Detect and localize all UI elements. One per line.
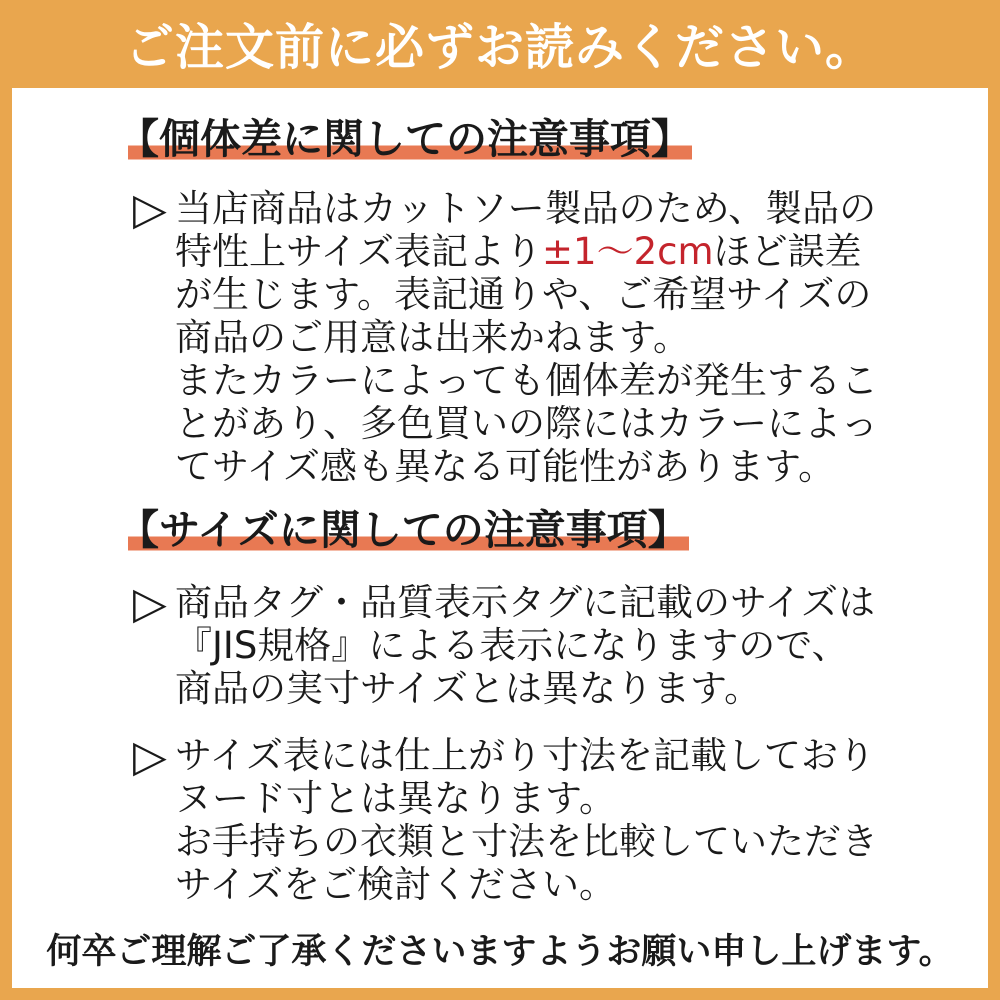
notice-item xyxy=(118,731,918,906)
text-line: 商品のご用意は出来かねます。 xyxy=(175,316,691,359)
tolerance-value: ±1〜2cm xyxy=(542,230,714,273)
section-size-notes xyxy=(118,506,918,906)
notice-text xyxy=(175,581,918,710)
content-inner xyxy=(12,88,988,906)
notice-text xyxy=(175,734,918,906)
section-heading-size-notes xyxy=(118,506,918,555)
text-line: ヌード寸とは異なります。 xyxy=(175,777,617,820)
highlighted-heading-text: 【個体差に関しての注意事項】 xyxy=(118,115,692,163)
text-line: お手持ちの衣類と寸法を比較していただき xyxy=(175,820,878,863)
triangle-bullet-icon: ▷ xyxy=(133,731,167,782)
section-heading-individual-difference xyxy=(118,115,918,164)
text-segment: ほど誤差 xyxy=(713,230,862,273)
text-segment: 特性上サイズ表記より xyxy=(175,230,543,273)
text-line: サイズをご検討ください。 xyxy=(175,863,617,906)
section-individual-difference xyxy=(118,115,918,488)
text-line xyxy=(175,230,918,273)
text-line: が生じます。表記通りや、ご希望サイズの xyxy=(175,273,872,316)
notice-text xyxy=(175,187,918,488)
highlighted-heading-text: 【サイズに関しての注意事項】 xyxy=(118,506,689,554)
text-line: サイズ表には仕上がり寸法を記載しており xyxy=(175,734,876,777)
text-line: てサイズ感も異なる可能性があります。 xyxy=(175,445,836,488)
footer-note: 何卒ご理解ご了承くださいますようお願い申し上げます。 xyxy=(46,932,954,972)
text-line: 当店商品はカットソー製品のため、製品の xyxy=(175,187,877,230)
text-line: またカラーによっても個体差が発生するこ xyxy=(175,359,878,402)
triangle-bullet-icon: ▷ xyxy=(133,578,167,629)
banner-title: ご注文前に必ずお読みください。 xyxy=(124,19,875,76)
content-sheet xyxy=(12,88,988,988)
triangle-bullet-icon: ▷ xyxy=(133,184,167,235)
text-line: 商品タグ・品質表示タグに記載のサイズは xyxy=(175,581,876,624)
notice-item xyxy=(118,184,918,488)
top-banner xyxy=(0,0,1000,88)
notice-item xyxy=(118,578,918,710)
text-line: 商品の実寸サイズとは異なります。 xyxy=(175,667,762,710)
text-line: 『JIS規格』による表示になりますので、 xyxy=(175,624,849,667)
text-line: とがあり、多色買いの際にはカラーによっ xyxy=(175,402,878,445)
